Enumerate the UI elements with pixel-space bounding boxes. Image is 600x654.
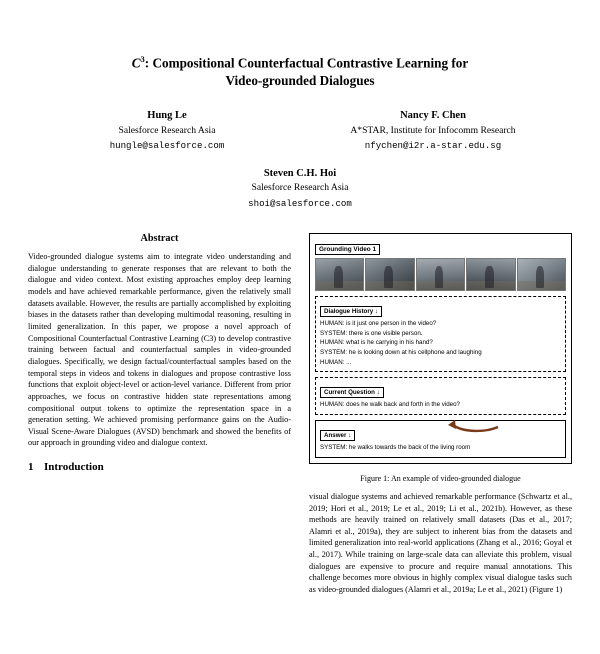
dialogue-line: HUMAN: is it just one person in the video?	[320, 320, 437, 328]
author-block-1	[52, 108, 282, 154]
right-column	[309, 233, 572, 595]
author-affiliation: Salesforce Research Asia	[251, 182, 349, 194]
author-name: Nancy F. Chen	[400, 110, 466, 122]
title-line-1: : Compositional Counterfactual Contrastive Learning for	[144, 55, 469, 71]
answer-box	[315, 420, 566, 459]
title-line-2: Video-grounded Dialogues	[225, 73, 375, 89]
dialogue-line: SYSTEM: he is looking down at his cellphone and laughing	[320, 349, 482, 357]
dialogue-history-box	[315, 296, 566, 372]
video-frame	[365, 258, 414, 291]
paper-page	[0, 54, 600, 654]
grounding-arrow-icon	[448, 418, 500, 434]
abstract-text: Video-grounded dialogue systems aim to integrate video understanding and dialogue understanding to generate responses that are relevant to both the dialogue and video context. Most existing approaches employ deep learning models and have achieved remarkable performance, given the relatively small datasets available. However, the results are partially accomplished by exploiting biases in the datasets rather than developing multimodal reasoning, resulting in limited generalization. In this paper, we propose a novel approach of Compositional Counterfactual Contrastive Learning (C3) to develop contrastive training between factual and counterfactual samples in video-grounded dialogues. Specifically, we design factual/counterfactual samples based on the temporal steps in videos and tokens in dialogues and propose contrastive loss functions that exploit object-level or action-level variance. Different from prior approaches, we focus on contrastive hidden state representations among compositional output tokens to optimize the representation space in a generation setting. We achieved promising performance gains on the Audio-Visual Scene-Aware Dialogues (AVSD) benchmark and showed the benefits of our approach in grounding video and dialogue context.	[28, 252, 291, 448]
author-email[interactable]: hungle@salesforce.com	[109, 140, 225, 152]
dialogue-history-label: Dialogue History ↓	[320, 306, 382, 317]
video-frame	[466, 258, 515, 291]
answer-label: Answer ↓	[320, 430, 355, 441]
author-name: Hung Le	[147, 110, 187, 122]
dialogue-line: HUMAN: ...	[320, 358, 352, 366]
current-question-label: Current Question ↓	[320, 387, 384, 398]
abstract-heading: Abstract	[140, 233, 179, 245]
figure-1	[309, 233, 572, 464]
introduction-heading	[28, 461, 291, 473]
author-name: Steven C.H. Hoi	[263, 167, 337, 179]
title-symbol: C	[131, 55, 141, 71]
video-frame-strip	[315, 249, 566, 291]
video-frame	[315, 258, 364, 291]
grounding-video-label: Grounding Video 1	[315, 244, 380, 255]
author-affiliation: Salesforce Research Asia	[118, 124, 216, 136]
author-email[interactable]: nfychen@i2r.a-star.edu.sg	[364, 140, 502, 152]
page-title	[60, 54, 540, 90]
title-superscript: 3	[140, 54, 145, 64]
author-block-3	[185, 166, 415, 212]
left-column	[28, 233, 291, 595]
author-list-second-row	[40, 166, 560, 212]
author-email[interactable]: shoi@salesforce.com	[248, 197, 352, 209]
author-list	[40, 108, 560, 154]
introduction-title: Introduction	[44, 461, 104, 474]
figure-caption: Figure 1: An example of video-grounded dialogue	[360, 474, 521, 484]
video-frame	[416, 258, 465, 291]
author-block-2	[318, 108, 548, 154]
introduction-text: visual dialogue systems and achieved remarkable performance (Schwartz et al., 2019; Hori et al., 2019; Le et al., 2019; Li et al., 2021b). However, as these methods are heavily trained on relatively small datasets (Das et al., 2017; Alamri et al., 2019a), they are subject to inherent bias from the datasets and limited generalization into real-world applications (Zhang et al., 2016; Goyal et al., 2017). While training on large-scale data can alleviate this problem, visual dialogues are expensive to procure and require manual annotations. This challenge becomes more obvious in highly complex visual dialogue tasks such as video-grounded dialogues (Alamri et al., 2019a; Le et al., 2021) (Figure 1)	[309, 491, 572, 594]
video-frame	[517, 258, 566, 291]
introduction-number: 1	[28, 461, 34, 474]
current-question-box	[315, 377, 566, 415]
two-column-body	[28, 233, 572, 595]
dialogue-line: SYSTEM: there is one visible person.	[320, 329, 423, 337]
current-question-text: HUMAN: does he walk back and forth in the video?	[320, 401, 460, 409]
author-affiliation: A*STAR, Institute for Infocomm Research	[350, 124, 516, 136]
dialogue-line: HUMAN: what is he carrying in his hand?	[320, 339, 433, 347]
answer-text: SYSTEM: he walks towards the back of the living room	[320, 443, 471, 451]
